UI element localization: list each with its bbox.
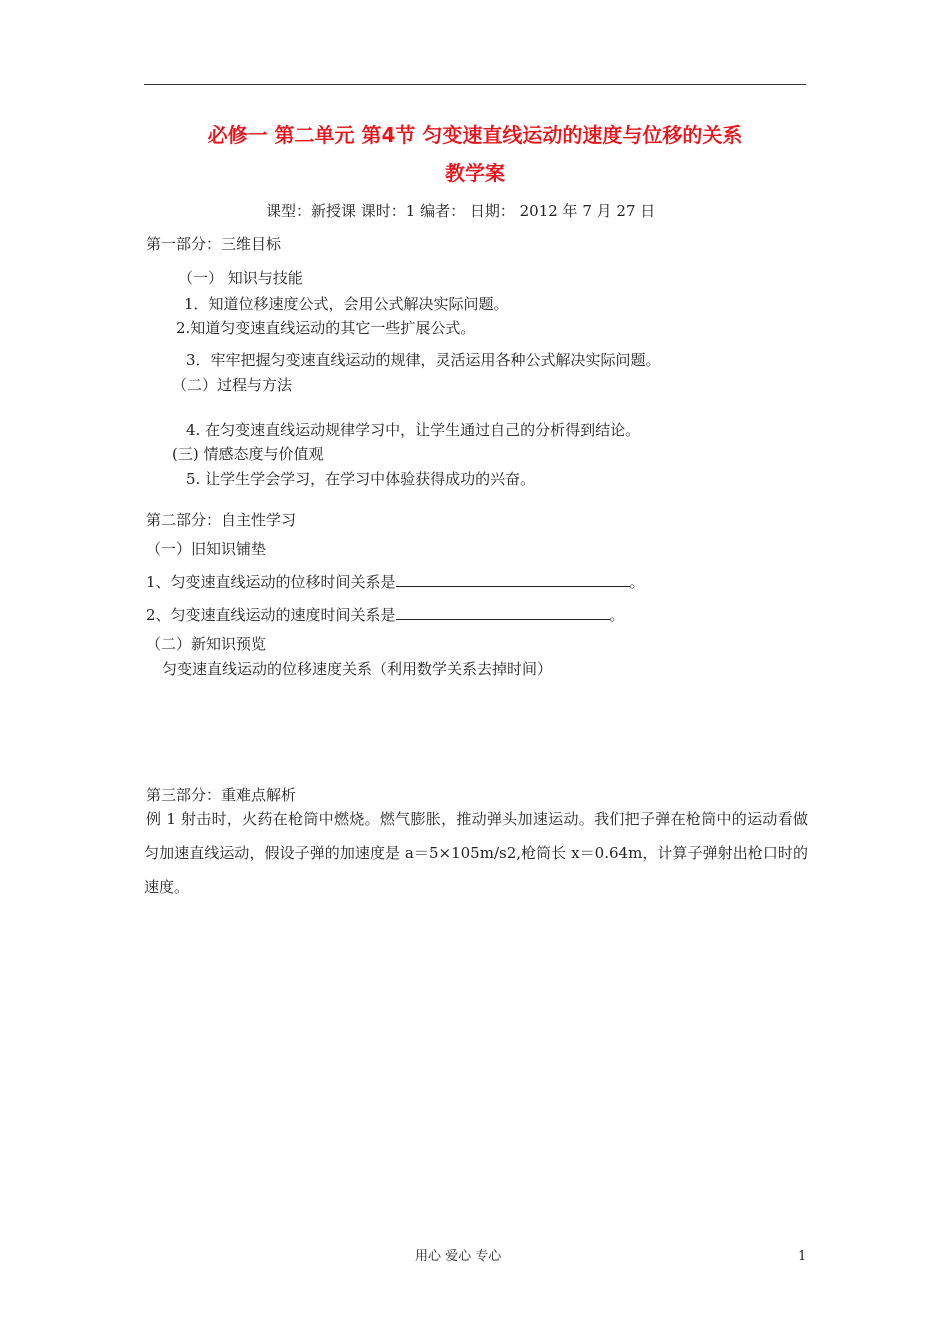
objective-item-1: 1．知道位移速度公式，会用公式解决实际问题。 bbox=[184, 295, 509, 313]
page-number: 1 bbox=[798, 1249, 807, 1264]
question-2-end: 。 bbox=[609, 606, 625, 624]
question-2 bbox=[146, 605, 625, 625]
objective-item-4: 4. 在匀变速直线运动规律学习中，让学生通过自己的分析得到结论。 bbox=[186, 421, 641, 439]
part3-heading: 第三部分：重难点解析 bbox=[146, 786, 297, 804]
part1-sub-process: （二）过程与方法 bbox=[172, 376, 293, 394]
question-1-end: 。 bbox=[629, 573, 645, 591]
part1-heading: 第一部分：三维目标 bbox=[146, 235, 282, 253]
part2-sub-review: （一）旧知识铺垫 bbox=[146, 540, 267, 558]
footer-motto: 用心 爱心 专心 bbox=[415, 1249, 502, 1264]
part1-sub-attitude: (三) 情感态度与价值观 bbox=[172, 445, 324, 463]
title-line-1: 必修一 第二单元 第4节 匀变速直线运动的速度与位移的关系 bbox=[207, 123, 743, 147]
question-2-text: 2、匀变速直线运动的速度时间关系是 bbox=[146, 606, 396, 624]
header-rule bbox=[144, 84, 806, 85]
part1-sub-knowledge: （一） 知识与技能 bbox=[178, 269, 303, 287]
title-line-2: 教学案 bbox=[445, 161, 505, 185]
preview-text: 匀变速直线运动的位移速度关系（利用数学关系去掉时间） bbox=[162, 660, 553, 678]
lesson-meta: 课型：新授课 课时：1 编者： 日期： 2012 年 7 月 27 日 bbox=[266, 202, 656, 220]
objective-item-5: 5. 让学生学会学习，在学习中体验获得成功的兴奋。 bbox=[186, 470, 536, 488]
example-1: 例 1 射击时，火药在枪筒中燃烧。燃气膨胀，推动弹头加速运动。我们把子弹在枪筒中的运动看做匀加速直线运动，假设子弹的加速度是 a＝5×105m/s2,枪筒长 x＝0.64m，计算子弹射出枪口时的速度。 bbox=[144, 810, 808, 896]
question-2-answer-blank[interactable] bbox=[396, 605, 610, 620]
objective-item-3: 3．牢牢把握匀变速直线运动的规律，灵活运用各种公式解决实际问题。 bbox=[186, 351, 661, 369]
question-1-answer-blank[interactable] bbox=[396, 572, 630, 587]
objective-item-2: 2.知道匀变速直线运动的其它一些扩展公式。 bbox=[176, 319, 476, 337]
question-1-text: 1、匀变速直线运动的位移时间关系是 bbox=[146, 573, 396, 591]
part2-heading: 第二部分：自主性学习 bbox=[146, 511, 297, 529]
question-1 bbox=[146, 572, 645, 592]
part2-sub-preview: （二）新知识预览 bbox=[146, 635, 267, 653]
